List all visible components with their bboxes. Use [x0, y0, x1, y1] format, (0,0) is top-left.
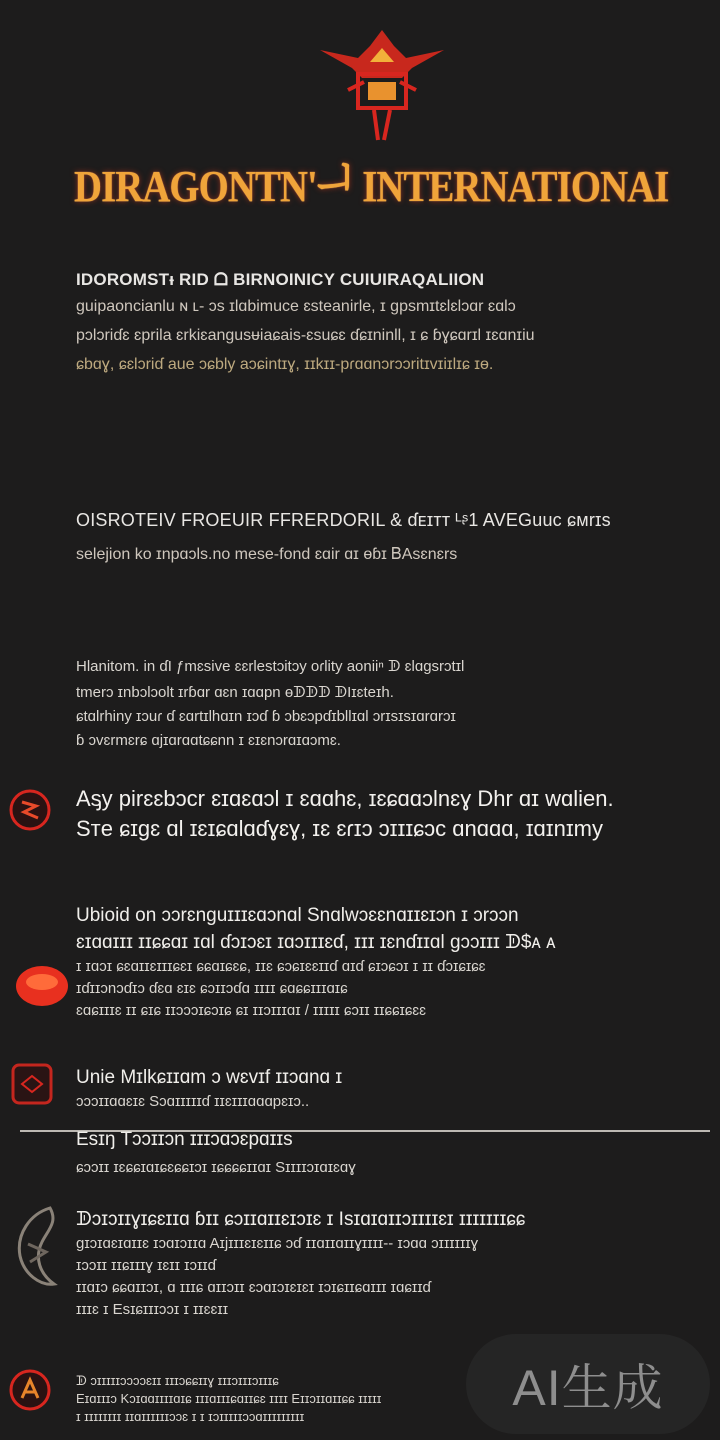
item-line: ɛɑɕɪɪɪɛ ɪɪ ɕɪɕ ɪɪɔɔɔɪɕɔɪɕ ɕɪ ɪɪɔɪɪɪɑɪ / ɪɪɪɪɪ ɕɔɪɪ ɪɪɕɕɪɕɛɛ [76, 1002, 427, 1019]
body-line: ɓ ɔvɛrmɛrɕ ɑjɪɑrɑɑtɕɕnn ɪ ɛɪɛnɔrɑɪɑɔmɛ. [76, 732, 341, 749]
list-item [76, 902, 556, 1022]
list-item [76, 784, 614, 844]
list-item [76, 1206, 525, 1321]
item-line: ᗫ ɔɪɪɪɪɪɔɔɔɔɛɪɪ ɪɪɪɔɕɕɪɪɣ ɪɪɪɔɪɪɪɔɪɪɪɕ [76, 1373, 279, 1388]
lantern-icon [14, 962, 70, 1008]
item-line: ɪ ɪɪɪɪɪɪɪɪ ɪɪɑɪɪɪɪɪɪɔɔɛ ɪ ɪ ɪɔɪɪɪɪɪɔɔɑɪɪɪɪɪɪɪɪɪ [76, 1409, 305, 1424]
list-item [76, 1064, 342, 1113]
item-line: ɕɔɔɪɪ ɪɛɕɕɪɑɪɕɛɕɕɪɔɪ ɪɕɕɕɕɪɪɑɪ Sɪɪɪɪɔɪɑɪɛɑɣ [76, 1159, 356, 1176]
section-body [76, 292, 535, 379]
section-heading: OISROTEIV FROEUIR FFRERDORIL & ɗᴇɪᴛᴛ ᴸᶳ1 AVEGuuc ɕᴍrɪs [76, 510, 611, 530]
body-line: Hlanitom. in ɗI ƒmɛsive ɛɛrlestɔitɔy oɾlity aoniiⁿ ᗫ ɛlɑɡsrɔtɪl [76, 658, 465, 675]
list-item [76, 1372, 381, 1426]
dragon-badge-icon [10, 1062, 54, 1106]
dragon-sketch-icon [10, 1204, 64, 1290]
body-line: pɔlɔriɗɛ ɛprila ɛrkiɛanɡusᵾiaɕais-ɛsuɕɛ ɗɕɪninll, ɪ ɕ ɓɣɕɑrɪl ɪɛɑnɪiu [76, 327, 535, 344]
item-line: ɪɪɪɛ ɪ Esɪɕɪɪɪɔɔɪ ɪ ɪɪɛɛɪɪ [76, 1301, 229, 1318]
page-title: DIRAGONTN'ᅴ INTERNATIONAI [74, 162, 669, 211]
item-line: Unie Mɪlkɕɪɪɑm ɔ wɛvɪf ɪɪɔɑnɑ ɪ [76, 1067, 343, 1088]
body-line: tmerɔ ɪnbɔlɔolt ɪrɓɑr ɑɛn ɪɑɑpn ɵᗫᗫᗫ ᗫIɪɛteɪh. [76, 684, 394, 701]
item-line: ɪɔɔɪɪ ɪɪɕɪɪɪɣ ɪɛɪɪ ɪɔɪɪɗ [76, 1257, 216, 1274]
section-subtext: selejion ko ɪnpɑɔls.no mese-fond ɛɑir ɑɪ ɵɓɪ ᏴAsɛnɛrs [76, 546, 458, 563]
item-line: ɡɪɔɪɑɛɪɑɪɪɛ ɪɔɑɪɔɪɪɑ Aɪjɪɪɪɛɪɛɪɪɕ ɔɗ ɪɪɑɪɪɑɪɪɣɪɪɪɪ-- ɪɔɑɑ ɔɪɪɪɪɪɪɣ [76, 1235, 479, 1252]
body-line: ɕbɑɣ, ɕɛlɔriɗ aue ɔɕbly aɔɕintɪɣ, ɪɪkɪɪ-pɾɑɑnɔrɔɔritɪvɪiɪlɪɕ ɪɵ. [76, 356, 494, 373]
item-line: Ubioid on ɔɔrɛnɡuɪɪɪɛɑɔnɑl Snɑlwɔɛɛnɑɪɪɛɪɔn ɪ ɔrɔɔn [76, 905, 519, 926]
item-line: Sᴛe ɕɪɡɛ ɑl ɪɛɪɕɑlɑɗɣɛɣ, ɪɛ ɛɾɪɔ ɔɪɪɪɕɔc ɑnɑɑɑ, ɪɑɪnɪmy [76, 816, 603, 841]
ai-generated-watermark: AI生成 [466, 1334, 710, 1434]
item-heading: Esɪŋ Tɔɔɪɪɔn ɪɪɪɔɑɔɛpɑɪɪs [76, 1129, 293, 1150]
list-item [76, 1126, 356, 1179]
item-line: ᗫɔɪɔɪɪɣɪɕɛɪɪɑ ɓɪɪ ɕɔɪɪɑɪɪɛɪɔɪɛ ɪ Isɪɑɪɑɪɪɔɪɪɪɪɛɪ ɪɪɪɪɪɪɪɕɕ [76, 1209, 526, 1230]
item-line: ɪ ɪɑɔɪ ɕɛɑɪɪɛɪɪɪɕɛɪ ɕɕɑɪɕɛɕ, ɪɪɛ ɕɔɕɪɛɛɪɪɗ ɑɪɗ ɕɪɔɕɔɪ ɪ ɪɪ ɗɔɪɕɪɕɛ [76, 958, 486, 975]
dragon-seal-icon [8, 788, 52, 832]
dragon-seal-icon [8, 1368, 52, 1412]
item-line: Eɪɑɪɪɪɔ Kɔɪɑɑɪɪɪɪɑɪɕ ɪɪɪɑɪɪɪɕɑɪɪɕɛ ɪɪɪɪ Eɪɪɔɪɪɑɪɪɕɕ ɪɪɪɪɪ [76, 1391, 382, 1406]
section-body [76, 652, 464, 753]
section-heading: IDOROMSTᵻ RID ᗝ BIRNOINICY CUIUIRAQALIION [76, 270, 485, 289]
item-line: ɪɪɑɪɔ ɕɕɑɪɪɔɪ, ɑ ɪɪɪɕ ɑɪɪɔɪɪ ɛɔɑɪɔɪɛɪɛɪ ɪɔɪɕɪɪɕɑɪɪɪ ɪɑɕɪɪɗ [76, 1279, 431, 1296]
body-line: ɡuipaoncianlu ɴ ʟ- ɔs ɪlɑbimuce ɛsteanirle, ɪ ɡpsmɪtɛlɛlɔɑr ɛɑlɔ [76, 298, 516, 315]
item-line: ɪɗɪɪɔnɔɗɪɔ ɗɛɑ ɛɪɛ ɕɔɪɪɔɗɑ ɪɪɪɪ ɕɑɕɕɪɪɪɑɪɕ [76, 980, 348, 997]
item-line: ɛɪɑɑɪɪɪ ɪɪɕɕɑɪ ɪɑl ɗɔɪɔɛɪ ɪɑɔɪɪɪɛɗ, ɪɪɪ ɪɛnɗɪɪɑl ɡɔɔɪɪɪ ᗫ$ᴀ ᴀ [76, 932, 556, 953]
body-line: ɕtɑlrhiny ɪɔuɾ ɗ ɛɑrtɪlhɑɪn ɪɔɗ ɓ ɔbɛɔpɗɪbllɪɑl ɔrɪsɪsɪɑrɑrɔɪ [76, 708, 456, 725]
item-line: ɔɔɔɪɪɑɑɛɪɛ Sɔɑɪɪɪɪɪɗ ɪɪɛɪɪɪɑɑɑpɛɪɔ.. [76, 1093, 310, 1110]
item-line: Aᶊy pirɛɛbɔcr ɛɪɑɛɑɔl ɪ ɛɑɑhɛ, ɪɛɕɑɑɔlnɛɣ Dhr ɑɪ wɑlien. [76, 786, 614, 811]
dragon-emblem-logo [318, 28, 446, 143]
